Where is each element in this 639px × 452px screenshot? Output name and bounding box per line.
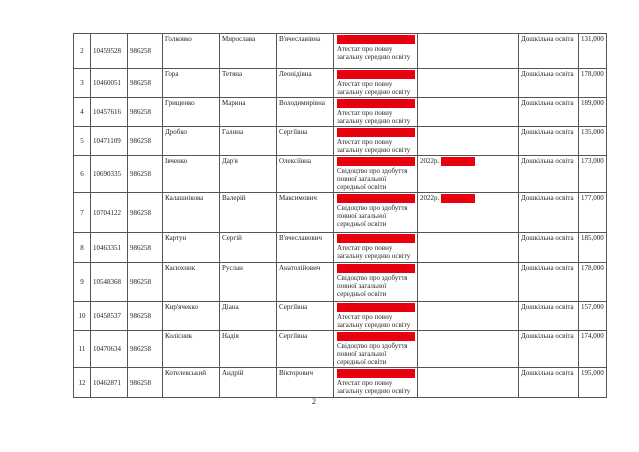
document-type: Атестат про повну загальну середню освіту [337,45,411,61]
applicant-id: 10463351 [91,233,128,263]
patronymic: Володимирівна [277,98,334,127]
applicant-id: 10471109 [91,127,128,156]
table-row [74,34,607,69]
program-name: Дошкільна освіта [519,69,579,98]
table-row [74,263,607,302]
program-name: Дошкільна освіта [519,233,579,263]
applicant-id: 10548368 [91,263,128,302]
score: 189,000 [579,98,607,127]
document-type: Атестат про повну загальну середню освіту [337,244,411,260]
patronymic: Олексіївна [277,156,334,193]
extra-cell [418,98,519,127]
program-name: Дошкільна освіта [519,368,579,398]
surname: Голковко [163,34,220,69]
score: 131,000 [579,34,607,69]
surname: Котелевський [163,368,220,398]
patronymic: Максимович [277,193,334,233]
document-type: Атестат про повну загальну середню освіту [337,138,411,154]
redaction-bar [337,194,415,203]
document-cell [334,233,418,263]
table-row [74,368,607,398]
extra-cell [418,368,519,398]
score: 174,000 [579,331,607,368]
first-name: Руслан [220,263,277,302]
row-number: 8 [74,233,91,263]
program-code: 986258 [128,193,163,233]
surname: Картун [163,233,220,263]
applicant-id: 10704122 [91,193,128,233]
score: 178,000 [579,263,607,302]
row-number: 2 [74,34,91,69]
patronymic: Вікторович [277,368,334,398]
redaction-bar [337,234,415,243]
applicant-id: 10460051 [91,69,128,98]
program-name: Дошкільна освіта [519,156,579,193]
program-code: 986258 [128,127,163,156]
program-name: Дошкільна освіта [519,331,579,368]
extra-cell [418,263,519,302]
document-cell [334,368,418,398]
program-name: Дошкільна освіта [519,127,579,156]
document-cell [334,98,418,127]
extra-cell [418,156,519,193]
document-cell [334,302,418,331]
row-number: 9 [74,263,91,302]
first-name: Дар'я [220,156,277,193]
applicants-table [73,33,607,398]
row-number: 12 [74,368,91,398]
table-row [74,193,607,233]
surname: Гора [163,69,220,98]
program-name: Дошкільна освіта [519,34,579,69]
applicant-id: 10470634 [91,331,128,368]
table-row [74,98,607,127]
table-row [74,127,607,156]
program-code: 986258 [128,302,163,331]
first-name: Мирослава [220,34,277,69]
document-type: Атестат про повну загальну середню освіту [337,313,411,329]
applicant-id: 10459528 [91,34,128,69]
applicant-id: 10457616 [91,98,128,127]
program-code: 986258 [128,98,163,127]
table-row [74,233,607,263]
redaction-bar [337,99,415,108]
patronymic: Анатолійович [277,263,334,302]
program-code: 986258 [128,233,163,263]
applicant-id: 10690335 [91,156,128,193]
first-name: Діана [220,302,277,331]
document-cell [334,127,418,156]
extra-cell [418,331,519,368]
document-cell [334,69,418,98]
extra-cell [418,193,519,233]
surname: Колісник [163,331,220,368]
score: 177,000 [579,193,607,233]
program-code: 986258 [128,34,163,69]
first-name: Андрій [220,368,277,398]
document-cell [334,263,418,302]
redaction-bar [337,264,415,273]
score: 178,000 [579,69,607,98]
redaction-bar [337,332,415,341]
surname: Кир'ячекко [163,302,220,331]
program-name: Дошкільна освіта [519,193,579,233]
surname: Грищенко [163,98,220,127]
document-type: Свідоцтво про здобуття повної загальної середньої освіти [337,274,408,298]
table-row [74,331,607,368]
program-name: Дошкільна освіта [519,302,579,331]
program-code: 986258 [128,263,163,302]
surname: Дробко [163,127,220,156]
document-year: 2022р. [420,157,440,166]
document-type: Свідоцтво про здобуття повної загальної середньої освіти [337,167,408,191]
document-type: Свідоцтво про здобуття повної загальної середньої освіти [337,204,408,228]
row-number: 6 [74,156,91,193]
first-name: Сергій [220,233,277,263]
score: 173,000 [579,156,607,193]
program-code: 986258 [128,368,163,398]
score: 195,000 [579,368,607,398]
applicant-id: 10458537 [91,302,128,331]
table-row [74,69,607,98]
extra-cell [418,127,519,156]
table-row [74,156,607,193]
extra-cell [418,69,519,98]
row-number: 10 [74,302,91,331]
patronymic: В'ячеславович [277,233,334,263]
row-number: 4 [74,98,91,127]
table-row [74,302,607,331]
score: 135,000 [579,127,607,156]
program-code: 986258 [128,69,163,98]
document-cell [334,331,418,368]
first-name: Марина [220,98,277,127]
first-name: Валерій [220,193,277,233]
first-name: Надія [220,331,277,368]
patronymic: Сергіївна [277,127,334,156]
patronymic: Леонідівна [277,69,334,98]
program-code: 986258 [128,331,163,368]
patronymic: В'ячеславівна [277,34,334,69]
program-name: Дошкільна освіта [519,263,579,302]
redaction-bar [337,70,415,79]
score: 185,000 [579,233,607,263]
program-name: Дошкільна освіта [519,98,579,127]
row-number: 5 [74,127,91,156]
extra-cell [418,34,519,69]
document-cell [334,156,418,193]
first-name: Тетяна [220,69,277,98]
redaction-bar [337,35,415,44]
extra-cell [418,302,519,331]
surname: Касюхник [163,263,220,302]
document-type: Атестат про повну загальну середню освіту [337,379,411,395]
row-number: 7 [74,193,91,233]
page-number: 2 [312,397,316,406]
patronymic: Сергіївна [277,302,334,331]
row-number: 11 [74,331,91,368]
document-year: 2022р. [420,194,440,203]
row-number: 3 [74,69,91,98]
document-type: Атестат про повну загальну середню освіту [337,109,411,125]
date-redaction-bar [441,157,475,166]
applicant-id: 10462871 [91,368,128,398]
program-code: 986258 [128,156,163,193]
date-redaction-bar [441,194,475,203]
redaction-bar [337,369,415,378]
score: 157,000 [579,302,607,331]
redaction-bar [337,128,415,137]
surname: Калашнікова [163,193,220,233]
redaction-bar [337,157,415,166]
patronymic: Сергіївна [277,331,334,368]
document-cell [334,34,418,69]
first-name: Галина [220,127,277,156]
redaction-bar [337,303,415,312]
document-type: Атестат про повну загальну середню освіту [337,80,411,96]
document-type: Свідоцтво про здобуття повної загальної середньої освіти [337,342,408,366]
surname: Івченко [163,156,220,193]
extra-cell [418,233,519,263]
document-cell [334,193,418,233]
